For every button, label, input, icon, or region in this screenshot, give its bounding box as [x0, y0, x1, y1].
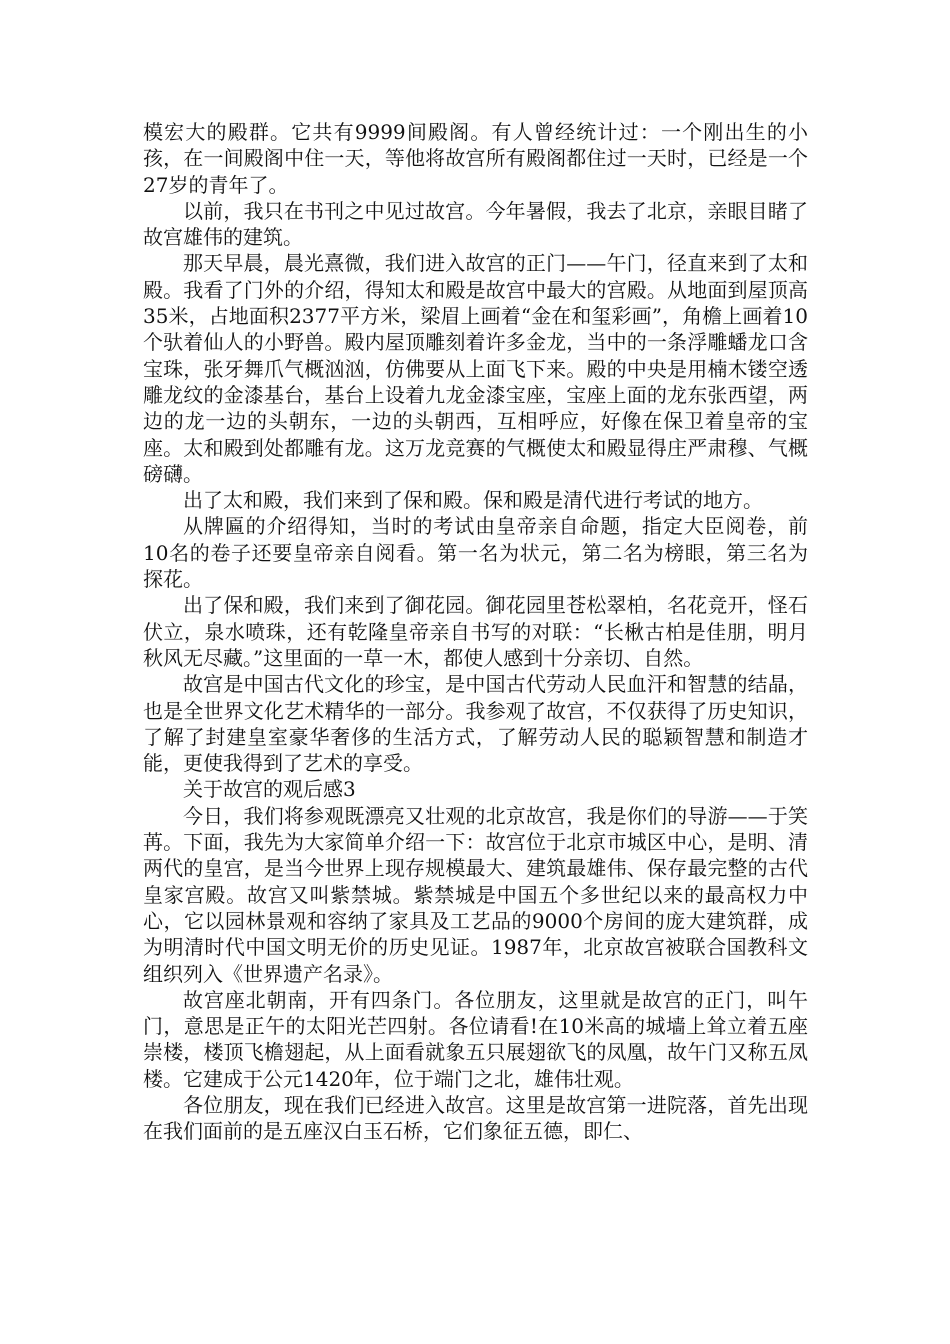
paragraph-6: 出了保和殿，我们来到了御花园。御花园里苍松翠柏，名花竞开，怪石伏立，泉水喷珠，还有乾隆皇帝亲自书写的对联：“长楸古柏是佳朋，明月秋风无尽藏。”这里面的一草一木，都使人感到十分亲切、自然。: [143, 593, 808, 670]
paragraph-4: 出了太和殿，我们来到了保和殿。保和殿是清代进行考试的地方。: [183, 488, 763, 513]
paragraph-7: 故宫是中国古代文化的珍宝，是中国古代劳动人民血汗和智慧的结晶，也是全世界文化艺术精华的一部分。我参观了故宫，不仅获得了历史知识，了解了封建皇室豪华奢侈的生活方式，了解劳动人民的聪颖智慧和制造才能，更使我得到了艺术的享受。: [143, 672, 808, 776]
paragraph-2: 以前，我只在书刊之中见过故宫。今年暑假，我去了北京，亲眼目睹了故宫雄伟的建筑。: [143, 198, 808, 250]
paragraph-9: 故宫座北朝南，开有四条门。各位朋友，这里就是故宫的正门，叫午门，意思是正午的太阳光芒四射。各位请看!在10米高的城墙上耸立着五座崇楼，楼顶飞檐翅起，从上面看就象五只展翅欲飞的凤凰，故午门又称五凤楼。它建成于公元1420年，位于端门之北，雄伟壮观。: [143, 987, 808, 1091]
document-body: [143, 119, 808, 1145]
paragraph-10: 各位朋友，现在我们已经进入故宫。这里是故宫第一进院落，首先出现在我们面前的是五座汉白玉石桥，它们象征五德，即仁、: [143, 1092, 808, 1144]
section-heading: 关于故宫的观后感3: [183, 777, 356, 802]
paragraph-8: 今日，我们将参观既漂亮又壮观的北京故宫，我是你们的导游——于笑苒。下面，我先为大家简单介绍一下：故宫位于北京市城区中心，是明、清两代的皇宫，是当今世界上现存规模最大、建筑最雄伟、保存最完整的古代皇家宫殿。故宫又叫紫禁城。紫禁城是中国五个多世纪以来的最高权力中心，它以园林景观和容纳了家具及工艺品的9000个房间的庞大建筑群，成为明清时代中国文明无价的历史见证。1987年，北京故宫被联合国教科文组织列入《世界遗产名录》。: [143, 803, 808, 986]
paragraph-1: 模宏大的殿群。它共有9999间殿阁。有人曾经统计过：一个刚出生的小孩，在一间殿阁中住一天，等他将故宫所有殿阁都住过一天时，已经是一个27岁的青年了。: [143, 120, 808, 197]
paragraph-5: 从牌匾的介绍得知，当时的考试由皇帝亲自命题，指定大臣阅卷，前10名的卷子还要皇帝亲自阅看。第一名为状元，第二名为榜眼，第三名为探花。: [143, 514, 808, 592]
paragraph-3: 那天早晨，晨光熹微，我们进入故宫的正门——午门，径直来到了太和殿。我看了门外的介绍，得知太和殿是故宫中最大的宫殿。从地面到屋顶高35米，占地面积2377平方米，梁眉上画着“金在和玺彩画”，角檐上画着10个驮着仙人的小野兽。殿内屋顶雕刻着许多金龙，当中的一条浮雕蟠龙口含宝珠，张牙舞爪气概汹汹，仿佛要从上面飞下来。殿的中央是用楠木镂空透雕龙纹的金漆基台，基台上设着九龙金漆宝座，宝座上面的龙东张西望，两边的龙一边的头朝东，一边的头朝西，互相呼应，好像在保卫着皇帝的宝座。太和殿到处都雕有龙。这万龙竞赛的气概使太和殿显得庄严肃穆、气概磅礴。: [143, 251, 808, 486]
